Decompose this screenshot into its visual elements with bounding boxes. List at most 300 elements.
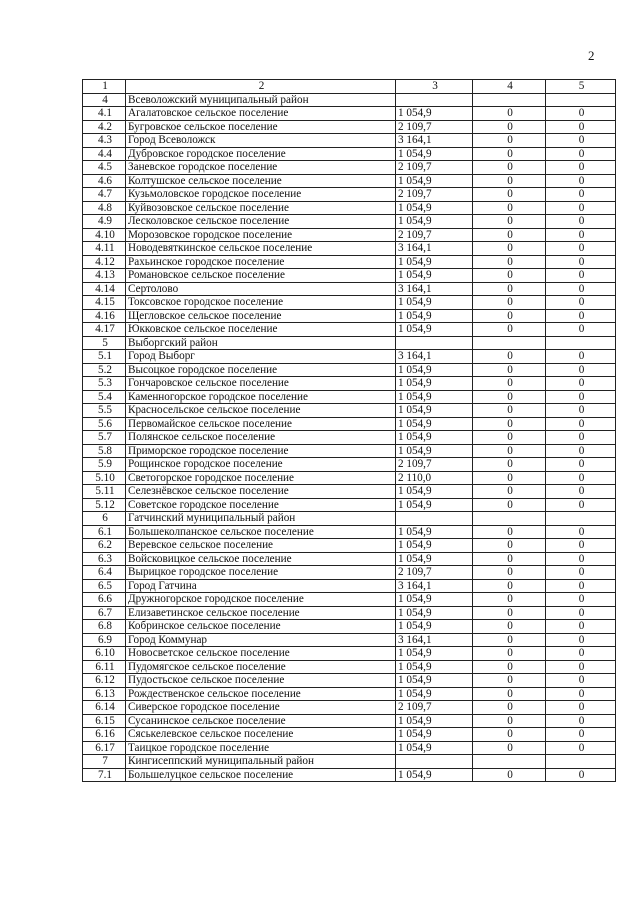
amount-value: 1 054,9 — [396, 147, 473, 161]
table-row — [83, 323, 616, 337]
amount-value: 1 054,9 — [396, 107, 473, 121]
settlement-name: Елизаветинское сельское поселение — [126, 606, 396, 620]
table-row — [83, 701, 616, 715]
table-row — [83, 431, 616, 445]
column-4-value: 0 — [473, 593, 546, 607]
column-header-4: 4 — [473, 80, 546, 94]
column-5-value: 0 — [546, 363, 616, 377]
row-number: 6.9 — [83, 633, 126, 647]
table-row — [83, 471, 616, 485]
column-5-value: 0 — [546, 728, 616, 742]
row-number: 5.10 — [83, 471, 126, 485]
table-row — [83, 228, 616, 242]
row-number: 6.13 — [83, 687, 126, 701]
table-row — [83, 215, 616, 229]
table-row — [83, 566, 616, 580]
column-4-value: 0 — [473, 579, 546, 593]
settlement-name: Сиверское городское поселение — [126, 701, 396, 715]
settlement-name: Пудомягское сельское поселение — [126, 660, 396, 674]
column-header-5: 5 — [546, 80, 616, 94]
column-4-value: 0 — [473, 633, 546, 647]
column-4-value: 0 — [473, 161, 546, 175]
settlement-name: Веревское сельское поселение — [126, 539, 396, 553]
column-4-value: 0 — [473, 282, 546, 296]
settlement-name: Куйвозовское сельское поселение — [126, 201, 396, 215]
table-row — [83, 188, 616, 202]
column-5-value: 0 — [546, 107, 616, 121]
row-number: 6.8 — [83, 620, 126, 634]
table-row — [83, 120, 616, 134]
row-number: 5.7 — [83, 431, 126, 445]
column-4-value: 0 — [473, 404, 546, 418]
column-4-value: 0 — [473, 660, 546, 674]
amount-value: 1 054,9 — [396, 444, 473, 458]
column-4-value: 0 — [473, 296, 546, 310]
amount-value — [396, 93, 473, 107]
table-row — [83, 336, 616, 350]
column-4-value: 0 — [473, 350, 546, 364]
table-row — [83, 134, 616, 148]
table-row — [83, 606, 616, 620]
settlement-name: Первомайское сельское поселение — [126, 417, 396, 431]
amount-value: 2 109,7 — [396, 458, 473, 472]
table-row — [83, 620, 616, 634]
column-5-value: 0 — [546, 701, 616, 715]
amount-value: 1 054,9 — [396, 377, 473, 391]
table-row — [83, 647, 616, 661]
amount-value: 2 109,7 — [396, 566, 473, 580]
row-number: 5.2 — [83, 363, 126, 377]
table-row — [83, 296, 616, 310]
row-number: 4.10 — [83, 228, 126, 242]
amount-value: 1 054,9 — [396, 606, 473, 620]
amount-value: 1 054,9 — [396, 660, 473, 674]
amount-value: 1 054,9 — [396, 323, 473, 337]
amount-value: 3 164,1 — [396, 242, 473, 256]
column-4-value: 0 — [473, 606, 546, 620]
amount-value: 1 054,9 — [396, 647, 473, 661]
settlement-name: Красносельское сельское поселение — [126, 404, 396, 418]
row-number: 4.12 — [83, 255, 126, 269]
row-number: 6.12 — [83, 674, 126, 688]
table-row — [83, 282, 616, 296]
column-4-value: 0 — [473, 471, 546, 485]
column-4-value — [473, 336, 546, 350]
table-row — [83, 255, 616, 269]
amount-value: 1 054,9 — [396, 728, 473, 742]
column-5-value: 0 — [546, 498, 616, 512]
column-5-value: 0 — [546, 404, 616, 418]
table-header-row — [83, 80, 616, 94]
row-number: 6.7 — [83, 606, 126, 620]
column-4-value — [473, 93, 546, 107]
amount-value: 1 054,9 — [396, 525, 473, 539]
column-header-1: 1 — [83, 80, 126, 94]
column-5-value: 0 — [546, 417, 616, 431]
column-4-value: 0 — [473, 242, 546, 256]
amount-value: 1 054,9 — [396, 539, 473, 553]
settlement-name: Светогорское городское поселение — [126, 471, 396, 485]
amount-value: 1 054,9 — [396, 215, 473, 229]
settlement-name: Рождественское сельское поселение — [126, 687, 396, 701]
settlement-name: Город Коммунар — [126, 633, 396, 647]
settlement-name: Полянское сельское поселение — [126, 431, 396, 445]
amount-value: 1 054,9 — [396, 309, 473, 323]
column-5-value: 0 — [546, 242, 616, 256]
settlement-name: Романовское сельское поселение — [126, 269, 396, 283]
table-row — [83, 525, 616, 539]
column-5-value: 0 — [546, 687, 616, 701]
table-row — [83, 147, 616, 161]
amount-value: 3 164,1 — [396, 579, 473, 593]
settlement-name: Всеволожский муниципальный район — [126, 93, 396, 107]
row-number: 6.1 — [83, 525, 126, 539]
table-row — [83, 390, 616, 404]
row-number: 5.3 — [83, 377, 126, 391]
table-row — [83, 269, 616, 283]
settlement-name: Гончаровское сельское поселение — [126, 377, 396, 391]
settlement-name: Город Выборг — [126, 350, 396, 364]
settlement-name: Кузьмоловское городское поселение — [126, 188, 396, 202]
row-number: 4.16 — [83, 309, 126, 323]
column-5-value: 0 — [546, 539, 616, 553]
table-body — [83, 93, 616, 782]
column-4-value: 0 — [473, 174, 546, 188]
amount-value: 3 164,1 — [396, 282, 473, 296]
amount-value: 2 109,7 — [396, 701, 473, 715]
column-4-value: 0 — [473, 228, 546, 242]
column-5-value: 0 — [546, 215, 616, 229]
column-4-value: 0 — [473, 485, 546, 499]
amount-value: 2 109,7 — [396, 120, 473, 134]
column-5-value: 0 — [546, 714, 616, 728]
table-row — [83, 350, 616, 364]
amount-value — [396, 336, 473, 350]
amount-value: 1 054,9 — [396, 174, 473, 188]
table-row — [83, 377, 616, 391]
row-number: 7.1 — [83, 768, 126, 782]
settlement-name: Выборгский район — [126, 336, 396, 350]
settlement-name: Рахьинское городское поселение — [126, 255, 396, 269]
column-5-value: 0 — [546, 444, 616, 458]
column-4-value: 0 — [473, 147, 546, 161]
column-5-value: 0 — [546, 620, 616, 634]
settlement-name: Таицкое городское поселение — [126, 741, 396, 755]
column-5-value — [546, 336, 616, 350]
amount-value: 1 054,9 — [396, 201, 473, 215]
row-number: 6.11 — [83, 660, 126, 674]
settlement-name: Сертолово — [126, 282, 396, 296]
column-header-3: 3 — [396, 80, 473, 94]
row-number: 5.9 — [83, 458, 126, 472]
column-4-value: 0 — [473, 323, 546, 337]
column-5-value: 0 — [546, 255, 616, 269]
table-row — [83, 444, 616, 458]
column-5-value: 0 — [546, 309, 616, 323]
row-number: 4.11 — [83, 242, 126, 256]
amount-value: 1 054,9 — [396, 674, 473, 688]
table-row — [83, 404, 616, 418]
row-number: 4.15 — [83, 296, 126, 310]
column-4-value: 0 — [473, 552, 546, 566]
column-5-value: 0 — [546, 147, 616, 161]
table-row — [83, 417, 616, 431]
settlement-name: Высоцкое городское поселение — [126, 363, 396, 377]
amount-value: 1 054,9 — [396, 485, 473, 499]
amount-value: 3 164,1 — [396, 633, 473, 647]
row-number: 5 — [83, 336, 126, 350]
column-5-value: 0 — [546, 485, 616, 499]
column-4-value: 0 — [473, 417, 546, 431]
row-number: 5.1 — [83, 350, 126, 364]
amount-value: 1 054,9 — [396, 714, 473, 728]
row-number: 4.9 — [83, 215, 126, 229]
settlement-name: Щегловское сельское поселение — [126, 309, 396, 323]
row-number: 6.5 — [83, 579, 126, 593]
settlement-name: Советское городское поселение — [126, 498, 396, 512]
table-row — [83, 201, 616, 215]
amount-value: 2 109,7 — [396, 188, 473, 202]
column-4-value: 0 — [473, 701, 546, 715]
column-header-2: 2 — [126, 80, 396, 94]
column-5-value: 0 — [546, 269, 616, 283]
amount-value: 1 054,9 — [396, 498, 473, 512]
table-row — [83, 579, 616, 593]
amount-value: 1 054,9 — [396, 255, 473, 269]
table-row — [83, 512, 616, 526]
row-number: 6.10 — [83, 647, 126, 661]
column-4-value: 0 — [473, 269, 546, 283]
settlement-name: Вырицкое городское поселение — [126, 566, 396, 580]
row-number: 4.8 — [83, 201, 126, 215]
table-row — [83, 161, 616, 175]
row-number: 4.7 — [83, 188, 126, 202]
amount-value: 1 054,9 — [396, 620, 473, 634]
table-row — [83, 242, 616, 256]
amount-value: 1 054,9 — [396, 768, 473, 782]
row-number: 5.8 — [83, 444, 126, 458]
row-number: 4.6 — [83, 174, 126, 188]
amount-value: 1 054,9 — [396, 687, 473, 701]
table-row — [83, 498, 616, 512]
column-5-value: 0 — [546, 525, 616, 539]
table-row — [83, 687, 616, 701]
table-row — [83, 107, 616, 121]
row-number: 4.3 — [83, 134, 126, 148]
amount-value: 1 054,9 — [396, 741, 473, 755]
column-4-value: 0 — [473, 390, 546, 404]
column-5-value — [546, 93, 616, 107]
settlement-name: Бугровское сельское поселение — [126, 120, 396, 134]
amount-value: 3 164,1 — [396, 350, 473, 364]
settlement-name: Кобринское сельское поселение — [126, 620, 396, 634]
column-5-value: 0 — [546, 377, 616, 391]
amount-value: 2 110,0 — [396, 471, 473, 485]
column-5-value: 0 — [546, 174, 616, 188]
amount-value: 1 054,9 — [396, 552, 473, 566]
settlement-name: Войсковицкое сельское поселение — [126, 552, 396, 566]
table-row — [83, 174, 616, 188]
column-5-value: 0 — [546, 161, 616, 175]
row-number: 4.1 — [83, 107, 126, 121]
table-row — [83, 660, 616, 674]
table-row — [83, 768, 616, 782]
row-number: 4 — [83, 93, 126, 107]
row-number: 6.14 — [83, 701, 126, 715]
column-4-value: 0 — [473, 363, 546, 377]
column-4-value: 0 — [473, 674, 546, 688]
column-4-value — [473, 512, 546, 526]
table-row — [83, 674, 616, 688]
row-number: 6.16 — [83, 728, 126, 742]
column-4-value: 0 — [473, 377, 546, 391]
column-4-value: 0 — [473, 687, 546, 701]
table-row — [83, 363, 616, 377]
amount-value: 1 054,9 — [396, 417, 473, 431]
column-4-value: 0 — [473, 120, 546, 134]
column-5-value: 0 — [546, 296, 616, 310]
amount-value: 3 164,1 — [396, 134, 473, 148]
column-4-value: 0 — [473, 525, 546, 539]
column-5-value: 0 — [546, 768, 616, 782]
column-4-value: 0 — [473, 431, 546, 445]
row-number: 4.13 — [83, 269, 126, 283]
settlement-name: Сяськелевское сельское поселение — [126, 728, 396, 742]
column-5-value: 0 — [546, 552, 616, 566]
amount-value: 1 054,9 — [396, 593, 473, 607]
row-number: 6.4 — [83, 566, 126, 580]
column-5-value: 0 — [546, 390, 616, 404]
table-row — [83, 309, 616, 323]
column-5-value: 0 — [546, 566, 616, 580]
settlement-name: Новодевяткинское сельское поселение — [126, 242, 396, 256]
amount-value: 1 054,9 — [396, 269, 473, 283]
table-row — [83, 93, 616, 107]
column-4-value: 0 — [473, 539, 546, 553]
settlement-name: Новосветское сельское поселение — [126, 647, 396, 661]
settlement-name: Лесколовское сельское поселение — [126, 215, 396, 229]
table-row — [83, 552, 616, 566]
row-number: 4.4 — [83, 147, 126, 161]
allocation-table — [82, 79, 616, 782]
table-row — [83, 539, 616, 553]
column-4-value: 0 — [473, 255, 546, 269]
row-number: 4.2 — [83, 120, 126, 134]
amount-value: 1 054,9 — [396, 363, 473, 377]
column-5-value: 0 — [546, 741, 616, 755]
row-number: 4.14 — [83, 282, 126, 296]
settlement-name: Город Гатчина — [126, 579, 396, 593]
amount-value — [396, 755, 473, 769]
column-4-value: 0 — [473, 201, 546, 215]
column-5-value: 0 — [546, 606, 616, 620]
column-5-value: 0 — [546, 282, 616, 296]
row-number: 7 — [83, 755, 126, 769]
settlement-name: Гатчинский муниципальный район — [126, 512, 396, 526]
row-number: 6.6 — [83, 593, 126, 607]
column-5-value: 0 — [546, 350, 616, 364]
row-number: 6.15 — [83, 714, 126, 728]
settlement-name: Приморское городское поселение — [126, 444, 396, 458]
table-row — [83, 728, 616, 742]
settlement-name: Рощинское городское поселение — [126, 458, 396, 472]
column-4-value: 0 — [473, 728, 546, 742]
column-4-value: 0 — [473, 188, 546, 202]
column-4-value: 0 — [473, 444, 546, 458]
settlement-name: Агалатовское сельское поселение — [126, 107, 396, 121]
settlement-name: Заневское городское поселение — [126, 161, 396, 175]
amount-value: 1 054,9 — [396, 296, 473, 310]
column-5-value: 0 — [546, 593, 616, 607]
settlement-name: Кингисеппский муниципальный район — [126, 755, 396, 769]
column-5-value — [546, 512, 616, 526]
column-4-value: 0 — [473, 215, 546, 229]
amount-value: 2 109,7 — [396, 228, 473, 242]
row-number: 5.12 — [83, 498, 126, 512]
amount-value: 1 054,9 — [396, 404, 473, 418]
column-5-value: 0 — [546, 201, 616, 215]
amount-value: 1 054,9 — [396, 431, 473, 445]
column-4-value: 0 — [473, 714, 546, 728]
row-number: 4.5 — [83, 161, 126, 175]
column-4-value: 0 — [473, 647, 546, 661]
settlement-name: Каменногорское городское поселение — [126, 390, 396, 404]
column-4-value: 0 — [473, 458, 546, 472]
settlement-name: Пудостьское сельское поселение — [126, 674, 396, 688]
settlement-name: Большелуцкое сельское поселение — [126, 768, 396, 782]
column-5-value: 0 — [546, 633, 616, 647]
page-number: 2 — [588, 48, 595, 63]
column-4-value: 0 — [473, 309, 546, 323]
amount-value: 2 109,7 — [396, 161, 473, 175]
amount-value — [396, 512, 473, 526]
row-number: 6.2 — [83, 539, 126, 553]
column-4-value: 0 — [473, 498, 546, 512]
row-number: 5.5 — [83, 404, 126, 418]
settlement-name: Город Всеволожск — [126, 134, 396, 148]
column-5-value: 0 — [546, 323, 616, 337]
column-5-value: 0 — [546, 431, 616, 445]
table-row — [83, 485, 616, 499]
settlement-name: Колтушское сельское поселение — [126, 174, 396, 188]
column-5-value: 0 — [546, 458, 616, 472]
column-5-value: 0 — [546, 579, 616, 593]
settlement-name: Токсовское городское поселение — [126, 296, 396, 310]
row-number: 5.6 — [83, 417, 126, 431]
row-number: 6.17 — [83, 741, 126, 755]
row-number: 4.17 — [83, 323, 126, 337]
settlement-name: Дружногорское городское поселение — [126, 593, 396, 607]
settlement-name: Дубровское городское поселение — [126, 147, 396, 161]
table-row — [83, 593, 616, 607]
column-5-value: 0 — [546, 471, 616, 485]
settlement-name: Селезнёвское сельское поселение — [126, 485, 396, 499]
column-5-value: 0 — [546, 228, 616, 242]
row-number: 6.3 — [83, 552, 126, 566]
column-4-value: 0 — [473, 620, 546, 634]
settlement-name: Морозовское городское поселение — [126, 228, 396, 242]
column-5-value: 0 — [546, 660, 616, 674]
settlement-name: Юкковское сельское поселение — [126, 323, 396, 337]
table-row — [83, 714, 616, 728]
column-5-value: 0 — [546, 674, 616, 688]
table-row — [83, 755, 616, 769]
table-row — [83, 633, 616, 647]
settlement-name: Сусанинское сельское поселение — [126, 714, 396, 728]
settlement-name: Большеколпанское сельское поселение — [126, 525, 396, 539]
table-row — [83, 741, 616, 755]
column-5-value: 0 — [546, 120, 616, 134]
